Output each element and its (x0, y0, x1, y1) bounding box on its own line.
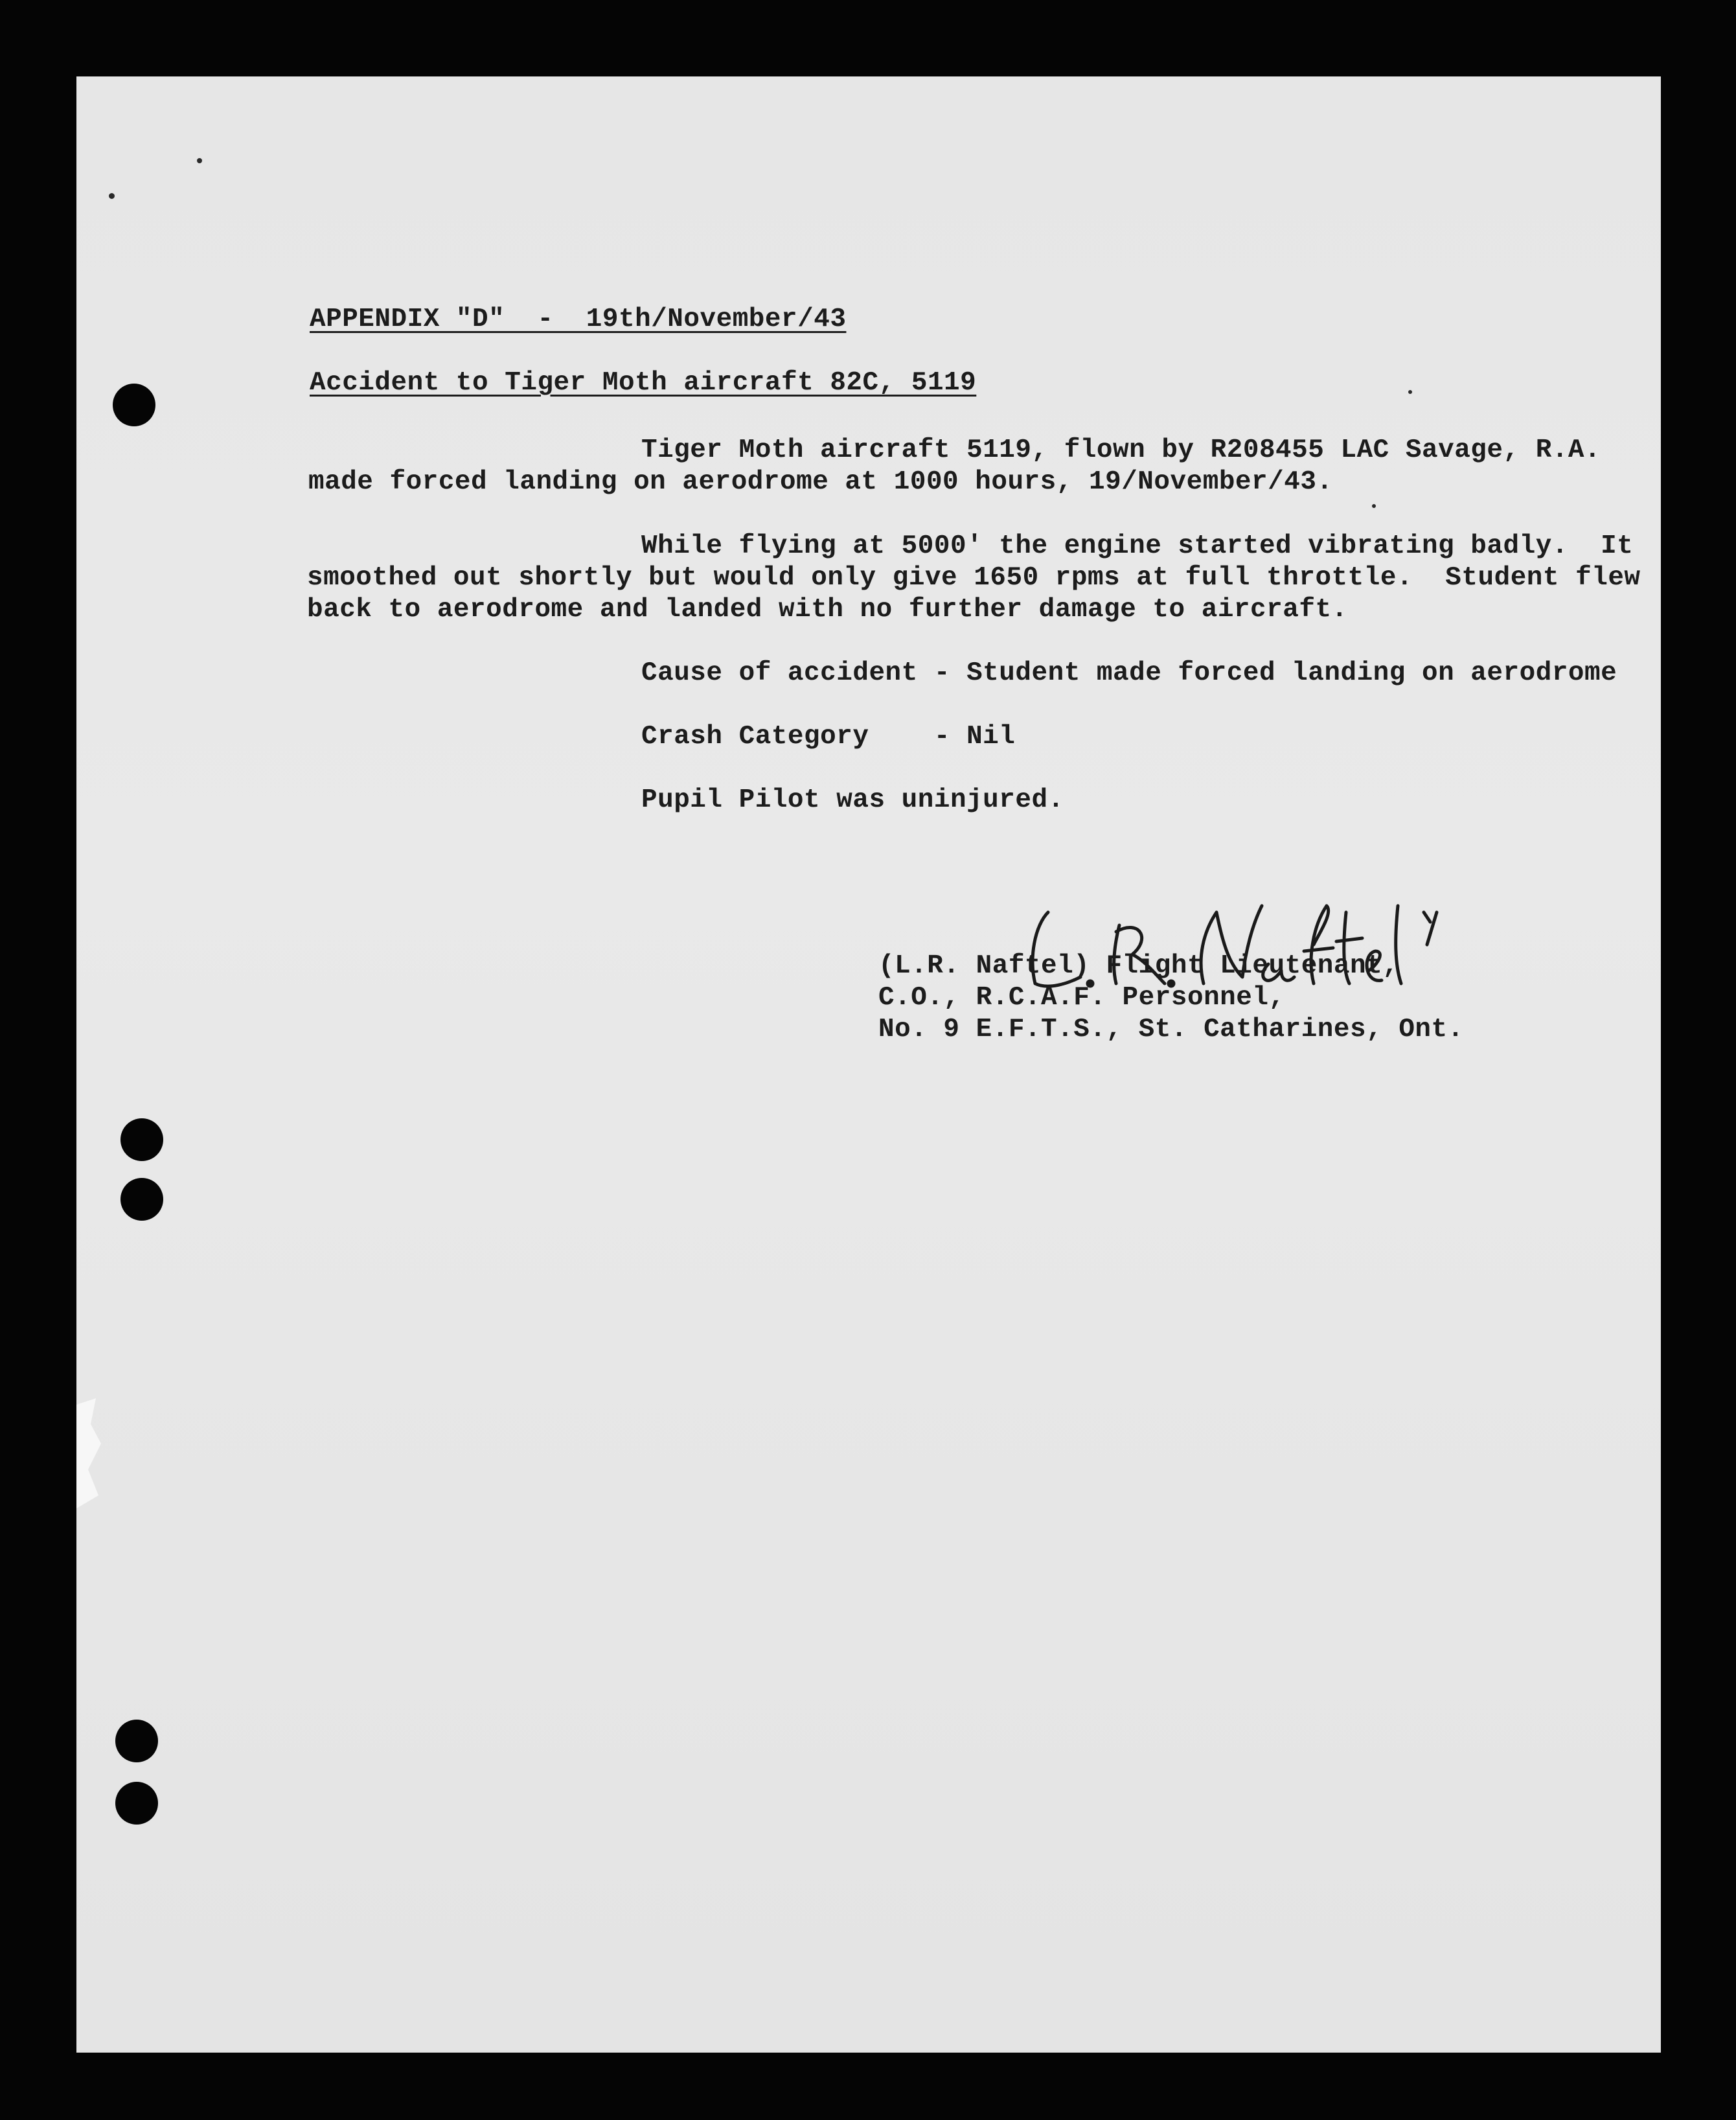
torn-edge-mark (76, 1398, 102, 1508)
crash-category: Crash Category - Nil (641, 722, 1016, 752)
punch-hole-bottom-upper (115, 1720, 158, 1762)
paragraph-1-line-1: Tiger Moth aircraft 5119, flown by R208455 LAC Savage, R.A. (641, 435, 1601, 465)
punch-hole-middle-lower (120, 1178, 163, 1221)
punch-hole-bottom-lower (115, 1782, 158, 1825)
pupil-status: Pupil Pilot was uninjured. (641, 785, 1064, 815)
document-page (76, 76, 1661, 2053)
appendix-heading: APPENDIX "D" - 19th/November/43 (310, 305, 847, 334)
speck (197, 158, 202, 163)
punch-hole-top (113, 384, 155, 426)
paragraph-1-line-2: made forced landing on aerodrome at 1000 hours, 19/November/43. (308, 467, 1333, 497)
accident-subheading: Accident to Tiger Moth aircraft 82C, 5119 (310, 368, 977, 398)
paragraph-2-line-2: smoothed out shortly but would only give 1650 rpms at full throttle. Student flew (307, 563, 1641, 593)
speck (1408, 390, 1412, 394)
signatory-title: C.O., R.C.A.F. Personnel, (878, 983, 1285, 1013)
paragraph-2-line-1: While flying at 5000' the engine started vibrating badly. It (641, 531, 1634, 561)
paragraph-2-line-3: back to aerodrome and landed with no further damage to aircraft. (307, 595, 1348, 625)
signatory-name: (L.R. Naftel) Flight Lieutenant, (878, 951, 1399, 981)
speck (1372, 504, 1376, 508)
signatory-unit: No. 9 E.F.T.S., St. Catharines, Ont. (878, 1015, 1464, 1044)
speck (109, 193, 115, 199)
punch-hole-middle-upper (120, 1118, 163, 1161)
cause-of-accident: Cause of accident - Student made forced landing on aerodrome (641, 658, 1617, 688)
